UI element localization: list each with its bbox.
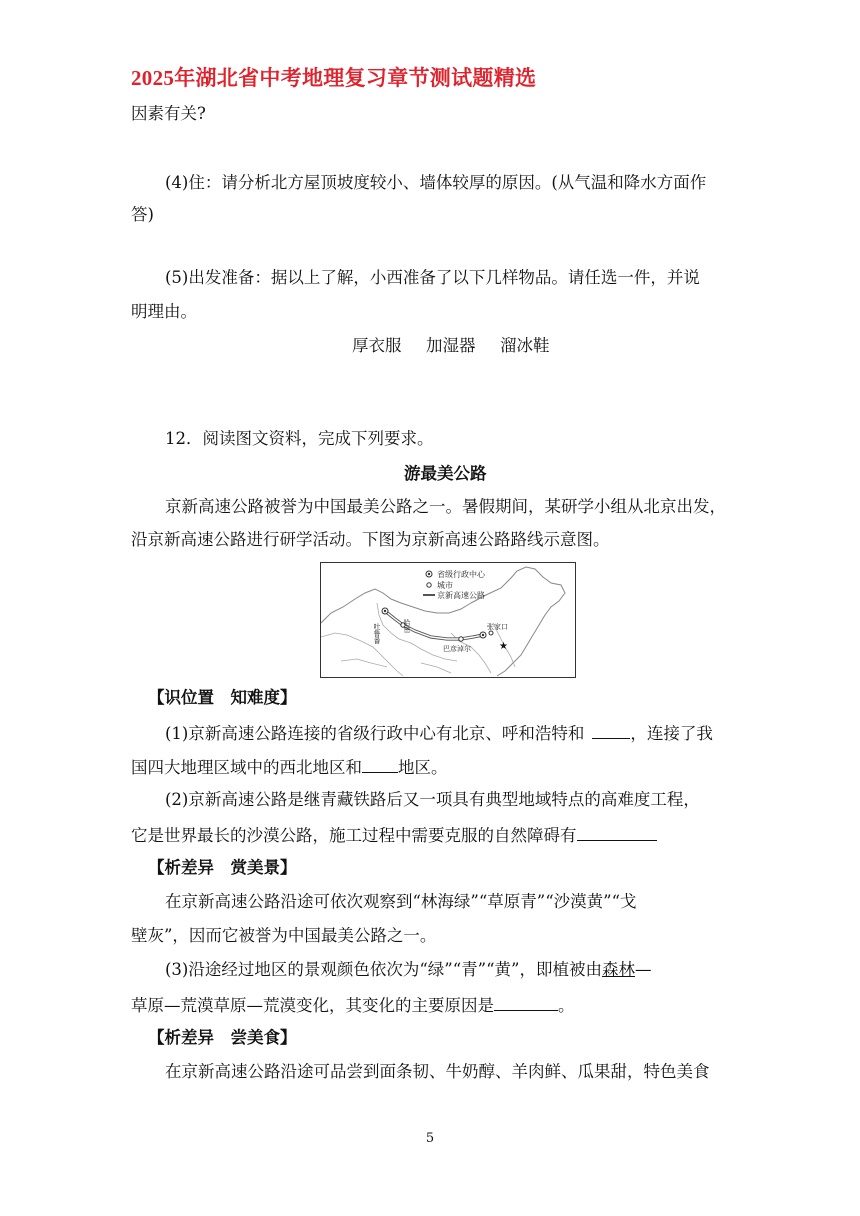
answer-blank-4[interactable]	[494, 992, 558, 1011]
label-zhangjiakou: 张家口	[487, 623, 508, 631]
question-2-text: 它是世界最长的沙漠公路，施工过程中需要克服的自然障碍有	[131, 826, 577, 845]
question-3-text-b: —	[634, 960, 652, 979]
province-line	[321, 633, 403, 676]
question-3-line-1	[165, 958, 651, 982]
northeast-border	[471, 567, 565, 676]
province-line	[341, 659, 387, 667]
scenery-line-1: 在京新高速公路沿途可依次观察到“林海绿”“草原青”“沙漠黄”“戈	[165, 892, 637, 911]
legend-city-icon	[427, 583, 431, 587]
city-marker	[459, 637, 463, 641]
question-3-line-2	[131, 992, 575, 1018]
legend-highway-label: 京新高速公路	[437, 591, 485, 600]
legend-capital-label: 省级行政中心	[437, 570, 485, 579]
scenery-line-2: 壁灰”，因而它被誉为中国最美公路之一。	[131, 926, 437, 945]
capital-marker-dot	[482, 634, 484, 636]
question-12-intro: 12．阅读图文资料，完成下列要求。	[165, 429, 434, 448]
label-tulufan: 吐鲁番	[373, 623, 381, 644]
question-1-text-c: 国四大地理区域中的西北地区和	[131, 758, 362, 777]
question-1-line-2	[131, 754, 448, 780]
label-hami: 哈密	[403, 619, 411, 633]
item-thick-clothes: 厚衣服	[352, 336, 402, 355]
question-5-line-1: (5)出发准备：据以上了解，小西准备了以下几样物品。请任选一件，并说	[165, 268, 700, 287]
question-2-line-1: (2)京新高速公路是继青藏铁路后又一项具有典型地域特点的高难度工程，	[165, 790, 700, 809]
document-header-title: 2025年湖北省中考地理复习章节测试题精选	[131, 66, 537, 90]
route-map	[320, 562, 576, 678]
question-2-line-2	[131, 822, 657, 848]
answer-blank-3[interactable]	[577, 822, 657, 841]
label-bayannaoer: 巴彦淖尔	[443, 645, 471, 653]
highway-line-inner	[385, 611, 483, 639]
question-3-text-c: 草原—荒漠草原—荒漠变化，其变化的主要原因是	[131, 996, 494, 1015]
question-5-line-2: 明理由。	[131, 302, 197, 321]
answer-blank-2[interactable]	[362, 754, 398, 773]
question-1-text-a: (1)京新高速公路连接的省级行政中心有北京、呼和浩特和	[165, 724, 585, 743]
question-4-line-2: 答)	[131, 205, 154, 224]
legend-city-label: 城市	[437, 581, 453, 590]
item-humidifier: 加湿器	[426, 336, 476, 355]
intro-line-1: 京新高速公路被誉为中国最美公路之一。暑假期间，某研学小组从北京出发，	[165, 497, 726, 516]
province-line	[421, 663, 451, 673]
heading-location: 【识位置 知难度】	[148, 689, 297, 707]
heading-food: 【析差异 尝美食】	[148, 1029, 297, 1047]
question-3-text-a: (3)沿途经过地区的景观颜色依次为“绿”“青”“黄”，即植被由	[165, 960, 602, 979]
item-list	[352, 334, 550, 358]
question-3-underlined-word: 森林	[601, 960, 635, 979]
page-number: 5	[425, 1131, 435, 1146]
answer-blank-1[interactable]	[592, 720, 630, 739]
item-skates: 溜冰鞋	[500, 336, 550, 355]
food-line-1: 在京新高速公路沿途可品尝到面条韧、牛奶醇、羊肉鲜、瓜果甜，特色美食	[165, 1062, 710, 1081]
question-1-text-d: 地区。	[398, 758, 448, 777]
question-3-text-d: 。	[558, 996, 575, 1015]
route-map-drawing	[321, 563, 575, 677]
heading-scenery: 【析差异 赏美景】	[148, 859, 297, 877]
capital-marker-dot	[384, 610, 386, 612]
question-4-line-1: (4)住：请分析北方屋顶坡度较小、墙体较厚的原因。(从气温和降水方面作	[165, 173, 707, 192]
question-1-text-b: ，连接了我	[630, 724, 713, 743]
intro-line-2: 沿京新高速公路进行研学活动。下图为京新高速公路路线示意图。	[131, 530, 610, 549]
city-marker	[489, 631, 493, 635]
star-icon: ★	[499, 641, 508, 652]
highway-line	[385, 611, 483, 639]
section-title: 游最美公路	[404, 465, 487, 483]
text-line: 因素有关?	[131, 104, 206, 123]
question-1-line-1	[165, 720, 713, 746]
